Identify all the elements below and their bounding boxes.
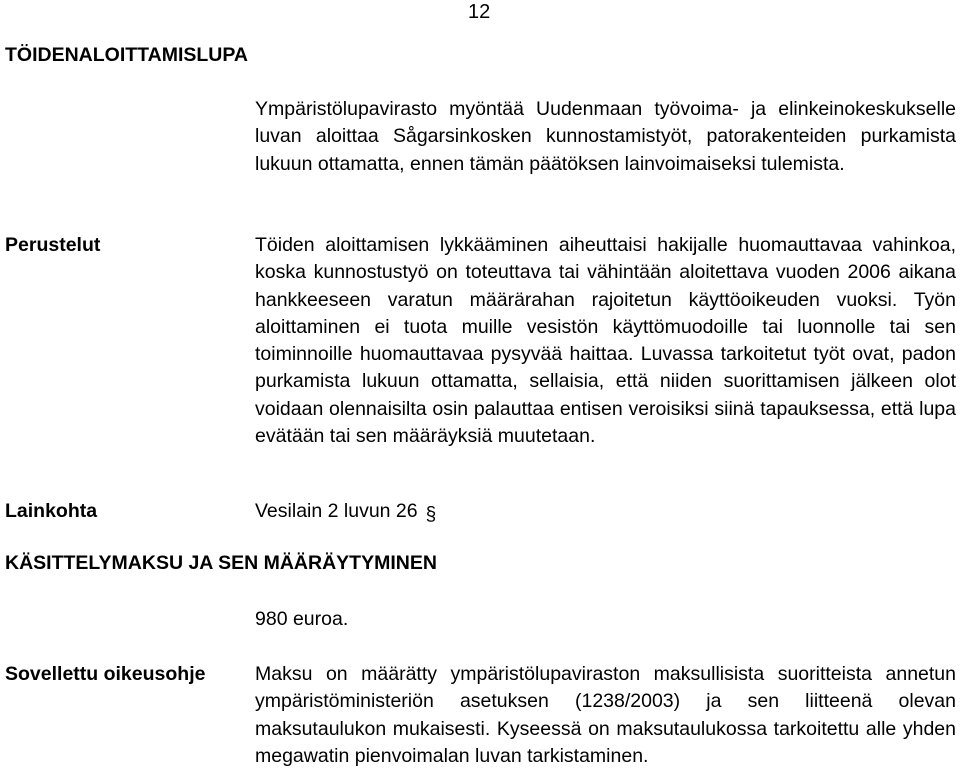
reasons-label: Perustelut: [5, 234, 101, 256]
fee-amount: 980 euroa.: [255, 608, 349, 630]
section-sign-icon: §: [425, 504, 437, 525]
fee-heading: KÄSITTELYMAKSU JA SEN MÄÄRÄYTYMINEN: [5, 552, 437, 574]
legal-label: Lainkohta: [5, 500, 98, 522]
applied-text: Maksu on määrätty ympäristölupaviraston maksullisista suoritteista annetun ympäristöministeriön asetuksen (1238/2003) ja sen liitteenä olevan maksutaulukon mukaisesti. Kyseessä on maksutaulukossa tarkoitettu alle yhden megawatin pienvoimalan luvan tarkistaminen.: [255, 663, 956, 767]
reasons-text: Töiden aloittamisen lykkääminen aiheuttaisi hakijalle huomauttavaa vahinkoa, koska kunnostustyö on toteuttava tai vähintään aloitettava vuoden 2006 aikana hankkeeseen varatun määrärahan rajoitetun käyttöoikeuden vuoksi. Työn aloittaminen ei tuota muille vesistön käyttömuodoille tai luonnolle tai sen toiminnoille huomauttavaa pysyvää haittaa. Luvassa tarkoitetut työt ovat, padon purkamista lukuun ottamatta, sellaisia, että niiden suorittamisen jälkeen olot voidaan olennaisilta osin palauttaa entisen veroisiksi siinä tapauksessa, että lupa evätään tai sen määräyksiä muutetaan.: [255, 234, 956, 448]
permit-heading: TÖIDENALOITTAMISLUPA: [5, 44, 249, 66]
applied-label: Sovellettu oikeusohje: [5, 663, 206, 685]
legal-text: Vesilain 2 luvun 26: [255, 500, 418, 522]
legal-reference: [255, 498, 436, 528]
permit-text: Ympäristölupavirasto myöntää Uudenmaan työvoima- ja elinkeinokeskukselle luvan aloittaa Sågarsinkosken kunnostamistyöt, patorakenteiden purkamista lukuun ottamatta, ennen tämän päätöksen lainvoimaiseksi tulemista.: [255, 98, 956, 175]
page-number: 12: [468, 1, 491, 23]
